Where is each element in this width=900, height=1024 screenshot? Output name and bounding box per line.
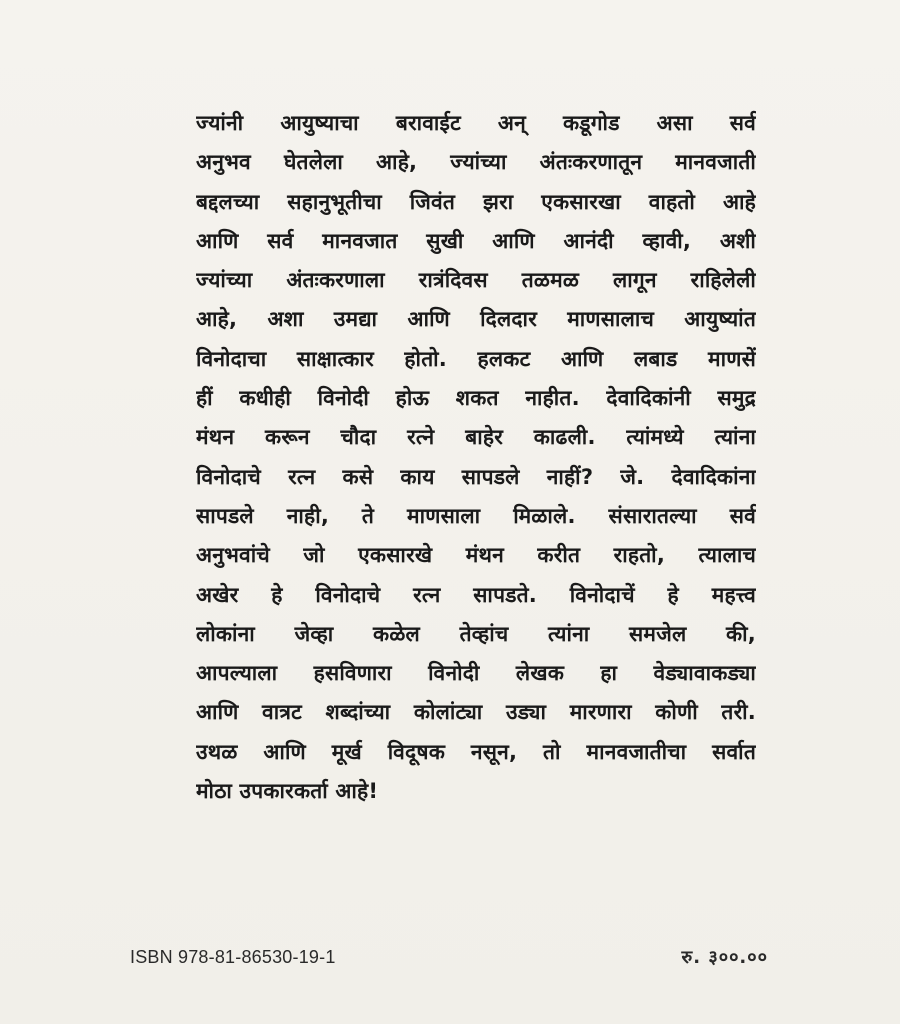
blurb-line-13: अखेर हे विनोदाचे रत्न सापडते. विनोदाचें हे महत्त्व (196, 582, 756, 607)
blurb-line-17: उथळ आणि मूर्ख विदूषक नसून, तो मानवजातीचा सर्वात (196, 739, 756, 764)
blurb-line-5: ज्यांच्या अंतःकरणाला रात्रंदिवस तळमळ लागून राहिलेली (196, 268, 756, 293)
blurb-line-12: अनुभवांचे जो एकसारखे मंथन करीत राहतो, त्यालाच (196, 543, 756, 568)
blurb-line-7: विनोदाचा साक्षात्कार होतो. हलकट आणि लबाड माणसें (196, 346, 756, 371)
blurb-line-16: आणि वात्रट शब्दांच्या कोलांट्या उड्या मारणारा कोणी तरी. (196, 700, 756, 725)
blurb-line-3: बद्दलच्या सहानुभूतीचा जिवंत झरा एकसारखा वाहतो आहे (196, 189, 756, 214)
blurb-line-9: मंथन करून चौदा रत्ने बाहेर काढली. त्यांमध्ये त्यांना (196, 425, 756, 450)
blurb-line-15: आपल्याला हसविणारा विनोदी लेखक हा वेड्यावाकड्या (196, 661, 756, 686)
blurb-line-6: आहे, अशा उमद्या आणि दिलदार माणसालाच आयुष्यांत (196, 307, 756, 332)
blurb-line-14: लोकांना जेव्हा कळेल तेव्हांच त्यांना समजेल की, (196, 621, 756, 646)
blurb-line-11: सापडले नाही, ते माणसाला मिळाले. संसारातल्या सर्व (196, 503, 756, 528)
cover-footer (130, 942, 768, 972)
blurb-line-8: हीं कधीही विनोदी होऊ शकत नाहीत. देवादिकांनी समुद्र (196, 386, 756, 411)
blurb-text (196, 104, 756, 811)
blurb-line-2: अनुभव घेतलेला आहे, ज्यांच्या अंतःकरणातून मानवजाती (196, 150, 756, 175)
blurb-line-1: ज्यांनी आयुष्याचा बरावाईट अन् कडूगोड असा सर्व (196, 111, 756, 135)
blurb-line-10: विनोदाचे रत्न कसे काय सापडले नाहीं? जे. देवादिकांना (196, 464, 756, 489)
isbn-number: ISBN 978-81-86530-19-1 (130, 946, 336, 967)
blurb-line-4: आणि सर्व मानवजात सुखी आणि आनंदी व्हावी, अशी (196, 228, 756, 253)
price-label: रु. ३००.०० (681, 947, 768, 968)
blurb-line-18: मोठा उपकारकर्ता आहे! (196, 779, 379, 804)
